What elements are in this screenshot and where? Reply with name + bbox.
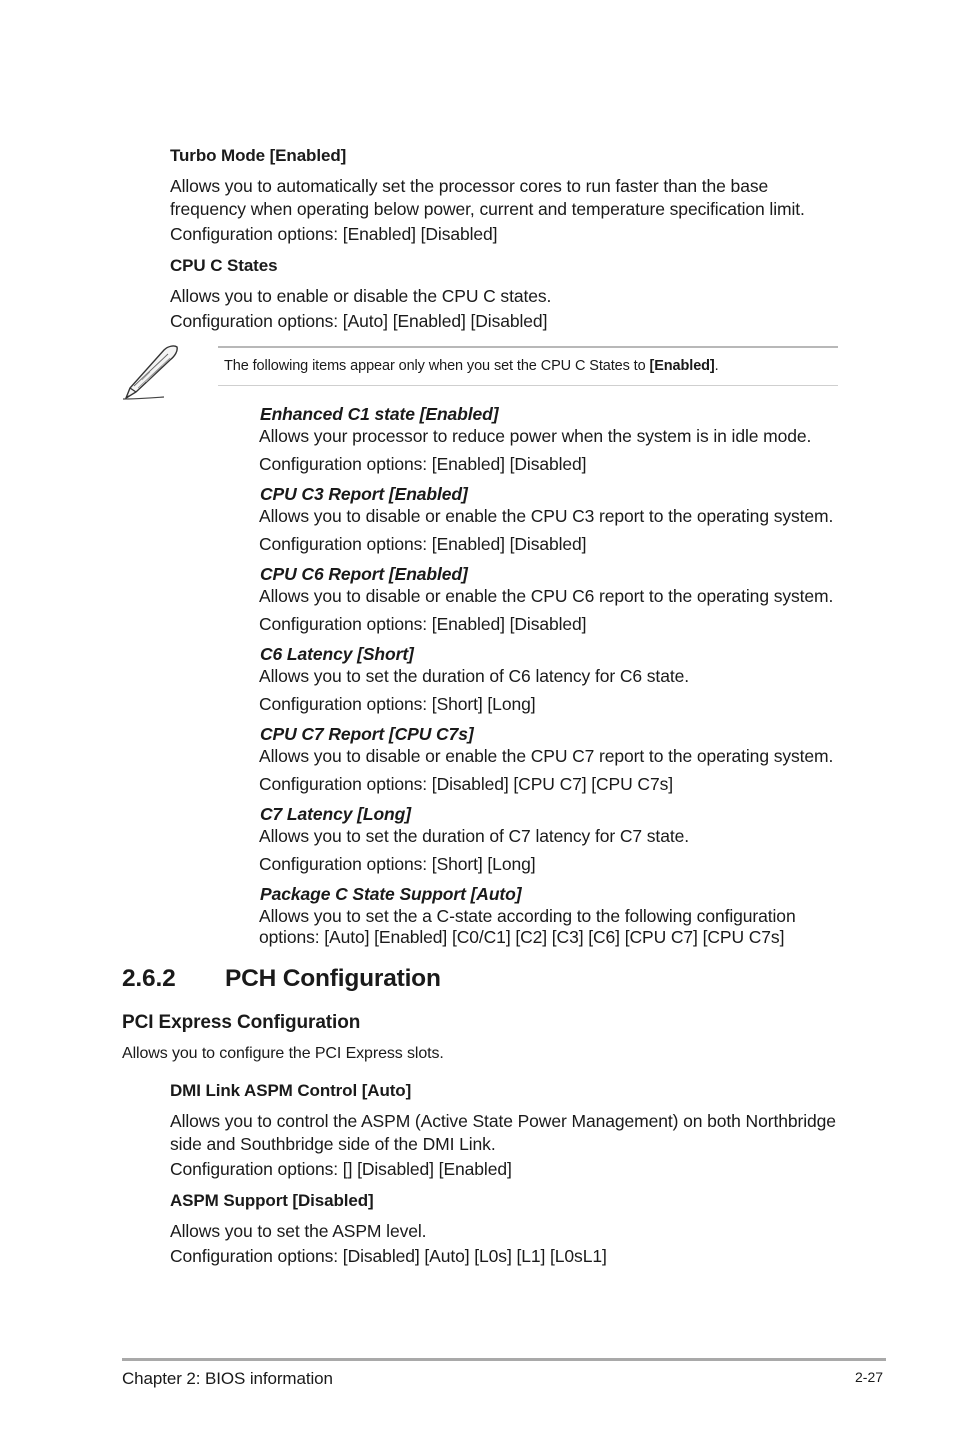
- dmi-link-desc-line2: side and Southbridge side of the DMI Link.: [170, 1134, 496, 1154]
- pci-express-heading: PCI Express Configuration: [122, 1012, 361, 1033]
- note-text-bold: [Enabled]: [649, 358, 715, 374]
- sub-item-options: Configuration options: [Enabled] [Disabled]: [259, 534, 587, 554]
- turbo-mode-desc-line1: Allows you to automatically set the processor cores to run faster than the base: [170, 176, 769, 196]
- aspm-support-options: Configuration options: [Disabled] [Auto] [L0s] [L1] [L0sL1]: [170, 1246, 607, 1266]
- package-c-state-title: Package C State Support [Auto]: [260, 884, 522, 904]
- sub-item-desc: Allows your processor to reduce power when the system is in idle mode.: [259, 426, 812, 446]
- sub-item-title: C7 Latency [Long]: [260, 804, 411, 824]
- note-bottom-rule: [218, 385, 838, 386]
- turbo-mode-desc-line2: frequency when operating below power, current and temperature specification limit.: [170, 199, 805, 219]
- footer-rule: [122, 1358, 886, 1361]
- sub-item-desc: Allows you to disable or enable the CPU C7 report to the operating system.: [259, 746, 834, 766]
- sub-item-options: Configuration options: [Enabled] [Disabled]: [259, 614, 587, 634]
- aspm-support-desc: Allows you to set the ASPM level.: [170, 1221, 427, 1241]
- sub-item-desc: Allows you to disable or enable the CPU C6 report to the operating system.: [259, 586, 834, 606]
- note-text-suffix: .: [714, 358, 719, 374]
- dmi-link-desc-line1: Allows you to control the ASPM (Active State Power Management) on both Northbridge: [170, 1111, 836, 1131]
- pen-icon: [120, 342, 182, 402]
- footer-page-number: 2-27: [855, 1369, 884, 1385]
- sub-item-title: CPU C6 Report [Enabled]: [260, 564, 468, 584]
- section-number: 2.6.2: [122, 965, 176, 992]
- turbo-mode-options: Configuration options: [Enabled] [Disabled]: [170, 224, 498, 244]
- turbo-mode-heading: Turbo Mode [Enabled]: [170, 146, 347, 165]
- sub-item-title: Enhanced C1 state [Enabled]: [260, 404, 499, 424]
- sub-item-title: CPU C7 Report [CPU C7s]: [260, 724, 474, 744]
- package-c-state-desc-line1: Allows you to set the a C-state according to the following configuration: [259, 906, 796, 926]
- section-title: PCH Configuration: [225, 965, 441, 992]
- footer-chapter: Chapter 2: BIOS information: [122, 1369, 333, 1388]
- dmi-link-heading: DMI Link ASPM Control [Auto]: [170, 1081, 412, 1100]
- sub-item-title: C6 Latency [Short]: [260, 644, 414, 664]
- aspm-support-heading: ASPM Support [Disabled]: [170, 1191, 374, 1210]
- cpu-c-states-desc: Allows you to enable or disable the CPU C states.: [170, 286, 552, 306]
- sub-item-desc: Allows you to set the duration of C7 latency for C7 state.: [259, 826, 689, 846]
- cpu-c-states-heading: CPU C States: [170, 256, 278, 275]
- cpu-c-states-options: Configuration options: [Auto] [Enabled] [Disabled]: [170, 311, 548, 331]
- package-c-state-desc-line2: options: [Auto] [Enabled] [C0/C1] [C2] [C3] [C6] [CPU C7] [CPU C7s]: [259, 927, 785, 947]
- note-text: [224, 358, 719, 374]
- sub-item-options: Configuration options: [Short] [Long]: [259, 694, 536, 714]
- sub-item-options: Configuration options: [Disabled] [CPU C7] [CPU C7s]: [259, 774, 674, 794]
- sub-item-options: Configuration options: [Short] [Long]: [259, 854, 536, 874]
- sub-item-desc: Allows you to set the duration of C6 latency for C6 state.: [259, 666, 689, 686]
- pci-express-desc: Allows you to configure the PCI Express slots.: [122, 1045, 444, 1062]
- sub-item-desc: Allows you to disable or enable the CPU C3 report to the operating system.: [259, 506, 834, 526]
- note-top-rule: [218, 346, 838, 348]
- sub-item-title: CPU C3 Report [Enabled]: [260, 484, 468, 504]
- dmi-link-options: Configuration options: [] [Disabled] [Enabled]: [170, 1159, 512, 1179]
- note-text-prefix: The following items appear only when you set the CPU C States to: [224, 358, 650, 374]
- sub-item-options: Configuration options: [Enabled] [Disabled]: [259, 454, 587, 474]
